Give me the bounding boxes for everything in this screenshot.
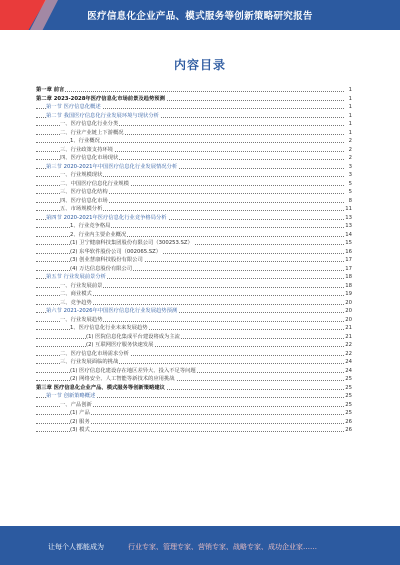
toc-entry-text: 三、行业发展面临的挑战 xyxy=(60,359,119,365)
toc-entry-text: 一、行业规模现状 xyxy=(60,172,103,178)
toc-entry-text: 一、产品创新 xyxy=(60,401,92,408)
toc-entry-text: 五、市场规模分析 xyxy=(60,206,103,212)
toc-entry[interactable] xyxy=(36,163,352,172)
toc-page-number: 1 xyxy=(348,95,352,102)
toc-entry[interactable] xyxy=(36,265,352,274)
toc-entry[interactable] xyxy=(36,299,352,308)
toc-entry[interactable] xyxy=(36,120,352,129)
toc-entry-text: 一、医疗信息化行业分类 xyxy=(60,121,119,127)
toc-entry[interactable] xyxy=(36,188,352,197)
toc-entry[interactable] xyxy=(36,231,352,240)
toc-entry[interactable] xyxy=(36,137,352,146)
toc-entry[interactable] xyxy=(36,248,352,257)
page-footer xyxy=(0,526,400,565)
toc-entry[interactable] xyxy=(36,358,352,367)
toc-page-number: 2 xyxy=(348,155,352,161)
toc-entry[interactable] xyxy=(36,367,352,376)
toc-entry-text: 1、行业概况 xyxy=(70,138,100,144)
toc-entry-text: 第二章 2023-2028年医疗信息化市场前景及趋势预测 xyxy=(36,95,165,102)
toc-page-number: 25 xyxy=(345,393,352,399)
toc-entry-text: 一、行业发展前景 xyxy=(60,282,103,289)
toc-page-number: 8 xyxy=(348,197,352,204)
toc-entry-text: 第一节 医疗信息化概述 xyxy=(46,104,101,110)
toc-entry[interactable] xyxy=(36,409,352,418)
toc-entry-text: (3) 模式 xyxy=(70,427,90,433)
leader-dots xyxy=(36,91,344,92)
toc-entry-text: 第六节 2021-2026年中国医疗信息化行业发展趋势预测 xyxy=(46,308,178,314)
toc-entry-text: (3) 创业慧康科技股份有限公司 xyxy=(70,257,143,263)
toc-entry[interactable] xyxy=(36,129,352,138)
toc-entry-text: 二、医疗信息化市场需求分析 xyxy=(60,350,129,357)
toc-page-number: 18 xyxy=(345,282,352,289)
toc-entry-text: (1) 产品 xyxy=(70,410,90,416)
toc-entry-text: (4) 万达信息股份有限公司 xyxy=(70,265,133,272)
toc-entry[interactable] xyxy=(36,418,352,427)
toc-entry[interactable] xyxy=(36,324,352,333)
toc-entry-text: 第三节 2020-2021年中国医疗信息化行业发展情况分析 xyxy=(46,163,178,170)
toc-page-number: 21 xyxy=(345,325,352,331)
toc-page-number: 16 xyxy=(345,248,352,255)
footer-roles: 行业专家、管理专家、营销专家、战略专家、成功企业家…… xyxy=(128,543,317,551)
toc-entry-text: 二、商业模式 xyxy=(60,291,92,297)
toc-entry-text: (2) 服务 xyxy=(70,418,90,425)
page-header xyxy=(0,0,400,30)
toc-page-number: 1 xyxy=(348,87,352,93)
toc-page-number: 26 xyxy=(345,418,352,425)
toc-page-number: 1 xyxy=(348,112,352,119)
toc-page-number: 1 xyxy=(348,121,352,127)
toc-page-number: 1 xyxy=(348,104,352,110)
toc-entry[interactable] xyxy=(36,316,352,325)
footer-slogan: 让每个人都能成为 xyxy=(48,543,104,551)
toc-page-number: 13 xyxy=(345,214,352,221)
toc-entry[interactable] xyxy=(36,307,352,316)
toc-entry[interactable] xyxy=(36,375,352,384)
toc-page-number: 13 xyxy=(345,223,352,229)
toc-page-number: 2 xyxy=(348,146,352,153)
toc-entry[interactable] xyxy=(36,426,352,435)
leader-dots xyxy=(36,346,344,347)
toc-page-number: 24 xyxy=(345,359,352,365)
toc-entry[interactable] xyxy=(36,256,352,265)
toc-page-number: 17 xyxy=(345,265,352,272)
toc-page-number: 22 xyxy=(345,350,352,357)
toc-entry-text: 第四节 2020-2021年医疗信息化行业竞争格局分析 xyxy=(46,214,167,221)
toc-page-number: 18 xyxy=(345,274,352,280)
toc-page-number: 20 xyxy=(345,316,352,323)
toc-entry-text: 第三章 医疗信息化企业产品、模式服务等创新策略建议 xyxy=(36,384,165,391)
toc-entry-text: (1) 医疗信息化建设存在地区差异大、投入不足等问题 xyxy=(70,367,196,374)
toc-entry[interactable] xyxy=(36,239,352,248)
toc-entry[interactable] xyxy=(36,282,352,291)
toc-page-number: 22 xyxy=(345,342,352,348)
toc-page-number: 25 xyxy=(345,410,352,416)
toc-entry-text: (2) 网络安全、人工智能等新技术的应用挑战 xyxy=(70,376,175,382)
toc-entry-text: 一、行业发展趋势 xyxy=(60,316,103,323)
toc-entry[interactable] xyxy=(36,333,352,342)
toc-entry[interactable] xyxy=(36,86,352,95)
toc-entry-text: (2) 互联网医疗服务快速发展 xyxy=(86,342,154,348)
toc-entry-text: 二、行业产业链上下游概况 xyxy=(60,129,124,136)
toc-entry[interactable] xyxy=(36,103,352,112)
report-title: 医疗信息化企业产品、模式服务等创新策略研究报告 xyxy=(87,11,313,22)
toc-page-number: 19 xyxy=(345,291,352,297)
toc-entry-text: 第二节 我国医疗信息化行业发展环境与现状分析 xyxy=(46,112,159,119)
toc-page-number: 3 xyxy=(348,172,352,178)
toc-heading: 内容目录 xyxy=(173,58,226,72)
table-of-contents xyxy=(36,86,352,435)
toc-entry-text: 四、医疗信息化市场现状 xyxy=(60,155,119,161)
toc-page-number: 26 xyxy=(345,427,352,433)
toc-entry-text: 1、行业竞争格局 xyxy=(70,223,111,229)
toc-entry[interactable] xyxy=(36,146,352,155)
toc-entry[interactable] xyxy=(36,95,352,104)
toc-entry-text: 1、医疗信息化行业未来发展趋势 xyxy=(70,325,148,331)
toc-entry[interactable] xyxy=(36,154,352,163)
toc-entry-text: 第一章 前言 xyxy=(36,87,65,93)
toc-entry[interactable] xyxy=(36,341,352,350)
toc-entry[interactable] xyxy=(36,350,352,359)
toc-page-number: 14 xyxy=(345,231,352,238)
toc-page-number: 25 xyxy=(345,384,352,391)
toc-entry[interactable] xyxy=(36,214,352,223)
toc-page-number: 3 xyxy=(348,163,352,170)
toc-entry[interactable] xyxy=(36,205,352,214)
toc-entry-text: 四、医疗信息化市场 xyxy=(60,197,108,204)
toc-entry-text: 三、行业政策支持环境 xyxy=(60,146,113,153)
toc-page-number: 21 xyxy=(345,333,352,340)
toc-entry[interactable] xyxy=(36,273,352,282)
leader-dots xyxy=(36,338,344,339)
toc-page-number: 25 xyxy=(345,401,352,408)
toc-page-number: 25 xyxy=(345,376,352,382)
toc-page-number: 20 xyxy=(345,308,352,314)
toc-entry-text: (2) 东华软件股份公司（002065.SZ） xyxy=(70,248,162,255)
toc-entry-text: (1) 医院信息化集成平台建设将成为主流 xyxy=(86,333,180,340)
toc-page-number: 11 xyxy=(345,206,352,212)
toc-page-number: 2 xyxy=(348,138,352,144)
toc-page-number: 1 xyxy=(348,129,352,136)
toc-entry[interactable] xyxy=(36,392,352,401)
toc-entry-text: 三、医疗信息化结构 xyxy=(60,189,108,195)
toc-entry-text: 第五节 行业发展前景分析 xyxy=(46,274,106,280)
toc-entry-text: 三、竞争趋势 xyxy=(60,299,92,306)
toc-entry[interactable] xyxy=(36,290,352,299)
toc-page-number: 5 xyxy=(348,189,352,195)
toc-entry[interactable] xyxy=(36,401,352,410)
toc-page-number: 5 xyxy=(348,180,352,187)
toc-page-number: 20 xyxy=(345,299,352,306)
toc-page-number: 24 xyxy=(345,367,352,374)
toc-entry[interactable] xyxy=(36,180,352,189)
toc-entry-text: 二、中国医疗信息化行业规模 xyxy=(60,180,129,187)
toc-page-number: 15 xyxy=(345,240,352,246)
toc-entry[interactable] xyxy=(36,197,352,206)
toc-entry-text: (1) 卫宁健康科技集团股份有限公司（300253.SZ） xyxy=(70,240,193,246)
toc-entry[interactable] xyxy=(36,384,352,393)
toc-entry-text: 第一节 创新策略概述 xyxy=(46,393,96,399)
toc-page-number: 17 xyxy=(345,257,352,263)
toc-entry[interactable] xyxy=(36,112,352,121)
toc-entry[interactable] xyxy=(36,171,352,180)
toc-entry[interactable] xyxy=(36,222,352,231)
toc-entry-text: 2、行业内主要企业概况 xyxy=(70,231,127,238)
